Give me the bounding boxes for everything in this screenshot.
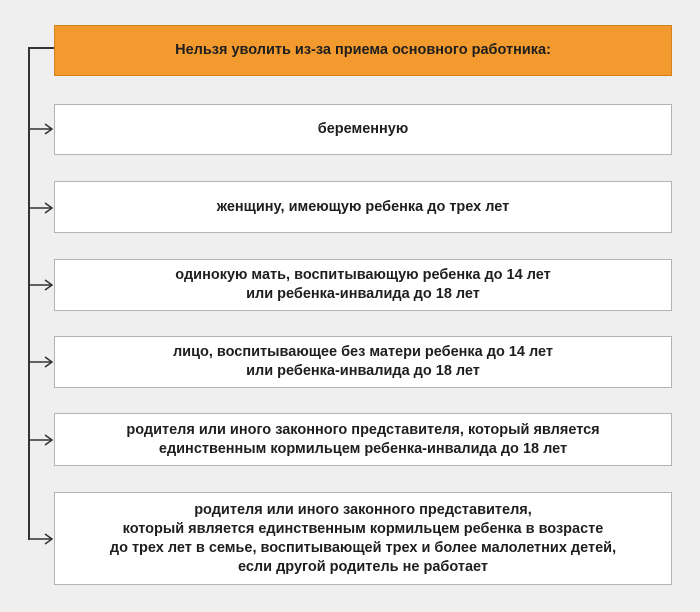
arrow-icon	[29, 203, 52, 213]
item-text: родителя или иного законного представителя, который является единственным кормильцем ребенка-инвалида до 18 лет	[126, 421, 600, 457]
arrow-icon	[29, 534, 52, 544]
connector-trunk	[28, 48, 30, 540]
item-text: лицо, воспитывающее без матери ребенка до 14 лет или ребенка-инвалида до 18 лет	[172, 344, 554, 379]
connector-header-tick	[28, 47, 54, 49]
item-text: одинокую мать, воспитывающую ребенка до 14 лет или ребенка-инвалида до 18 лет	[175, 267, 551, 302]
item-box	[54, 492, 672, 585]
header-box	[54, 25, 672, 76]
item-box	[54, 181, 672, 233]
arrow-icon	[29, 280, 52, 290]
item-text: женщину, имеющую ребенка до трех лет	[216, 198, 510, 215]
item-box	[54, 336, 672, 388]
arrow-icon	[29, 357, 52, 367]
item-text: беременную	[317, 121, 409, 137]
item-box	[54, 104, 672, 155]
arrow-icon	[29, 435, 52, 445]
arrow-icon	[29, 124, 52, 134]
header-title: Нельзя уволить из-за приема основного работника:	[175, 42, 551, 58]
item-text: родителя или иного законного представителя, который является единственным кормильцем ребенка в возрасте до трех лет в семье, воспитывающей трех и более малолетних детей, если другой родитель не работает	[109, 501, 617, 575]
item-box	[54, 413, 672, 466]
item-box	[54, 259, 672, 311]
